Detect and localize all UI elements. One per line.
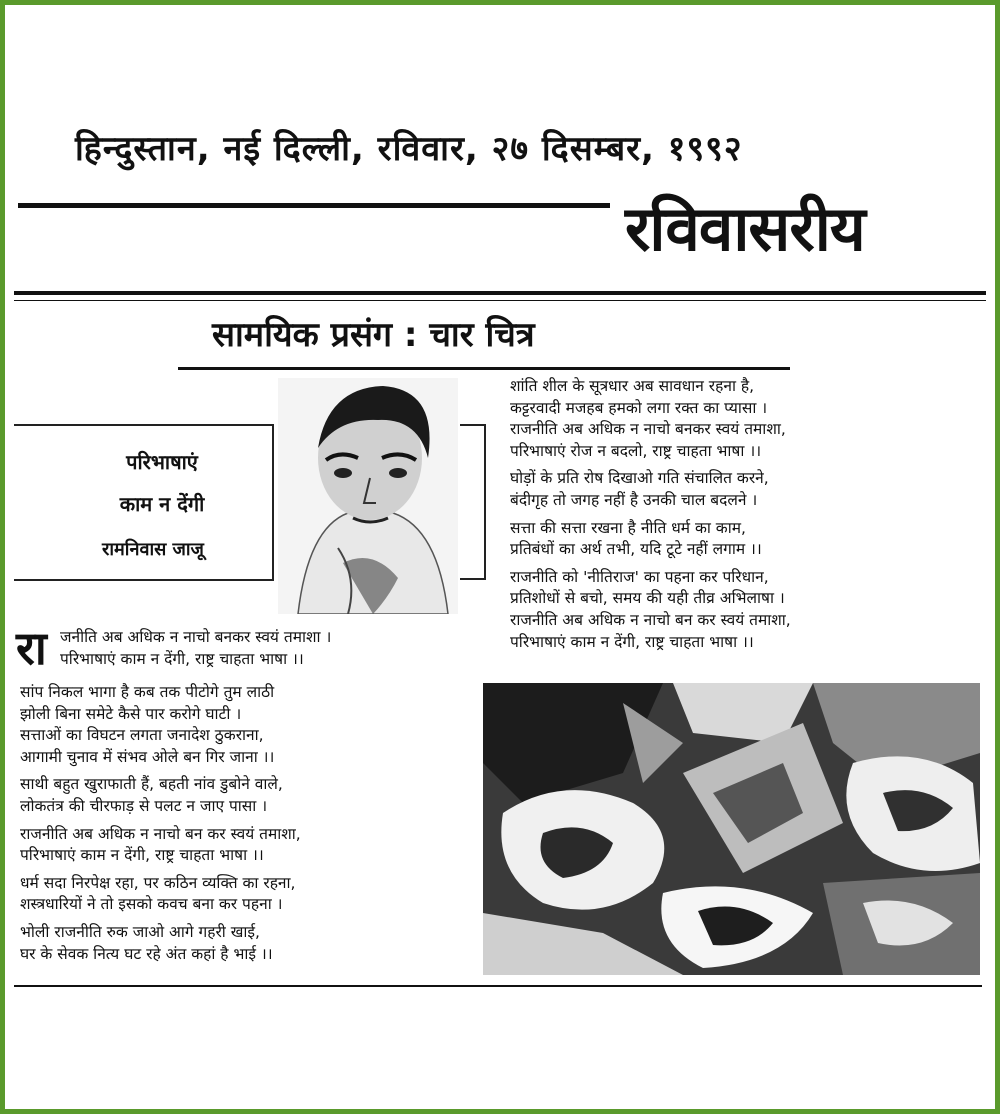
stanza — [510, 376, 791, 462]
headline-underline — [178, 367, 790, 370]
rule-upper — [18, 203, 610, 208]
stanza — [20, 774, 301, 817]
verse-line: राजनीति अब अधिक न नाचो बन कर स्वयं तमाशा, — [20, 824, 301, 843]
verse-line: राजनीति अब अधिक न नाचो बनकर स्वयं तमाशा, — [510, 420, 786, 439]
verse-line: सांप निकल भागा है कब तक पीटोगे तुम लाठी — [20, 683, 275, 701]
verse-line: शस्त्रधारियों ने तो इसको कवच बना कर पहना । — [20, 895, 283, 914]
stanza — [20, 922, 301, 965]
verse-line: साथी बहुत खुराफाती हैं, बहती नांव डुबोने वाले, — [20, 775, 283, 794]
verse-line: प्रतिबंधों का अर्थ तभी, यदि टूटे नहीं लगाम ।। — [510, 540, 762, 559]
verse-line: भोली राजनीति रुक जाओ आगे गहरी खाई, — [20, 922, 260, 941]
poem-title-line: परिभाषाएं — [126, 450, 198, 474]
author-portrait — [278, 378, 458, 614]
poem-left-column-lower — [20, 682, 301, 971]
verse-line: प्रतिशोधों से बचो, समय की यही तीव्र अभिलाषा । — [510, 589, 785, 608]
rule-mid-thin — [14, 300, 986, 301]
verse-line: जनीति अब अधिक न नाचो बनकर स्वयं तमाशा । — [60, 628, 332, 646]
stanza — [20, 824, 301, 867]
headline: सामयिक प्रसंग : चार चित्र — [212, 315, 535, 355]
poem-author: रामनिवास जाजू — [102, 539, 204, 560]
verse-line: लोकतंत्र की चीरफाड़ से पलट न जाए पासा । — [20, 796, 268, 815]
verse-line: घोड़ों के प्रति रोष दिखाओ गति संचालित करने, — [510, 469, 769, 488]
poem-title-line: काम न देंगी — [119, 492, 205, 516]
verse-line: राजनीति अब अधिक न नाचो बन कर स्वयं तमाशा, — [510, 610, 791, 629]
abstract-artwork — [483, 683, 980, 975]
rule-mid-top — [14, 291, 986, 295]
stanza — [20, 873, 301, 916]
rule-bottom — [14, 985, 982, 987]
portrait-bracket — [460, 424, 486, 580]
verse-line: घर के सेवक नित्य घट रहे अंत कहां है भाई ।। — [20, 944, 273, 963]
stanza — [510, 468, 791, 511]
verse-line: परिभाषाएं रोज न बदलो, राष्ट्र चाहता भाषा ।। — [510, 441, 762, 460]
drop-cap: रा — [16, 621, 47, 675]
masthead: हिन्दुस्तान, नई दिल्ली, रविवार, २७ दिसम्बर, १९९२ — [75, 129, 743, 169]
verse-line: आगामी चुनाव में संभव ओले बन गिर जाना ।। — [20, 747, 275, 766]
verse-line: परिभाषाएं काम न देंगी, राष्ट्र चाहता भाषा ।। — [60, 649, 304, 668]
stanza — [510, 567, 791, 653]
verse-line: राजनीति को 'नीतिराज' का पहना कर परिधान, — [510, 567, 769, 586]
verse-line: परिभाषाएं काम न देंगी, राष्ट्र चाहता भाषा ।। — [510, 632, 754, 651]
section-title: रविवासरीय — [625, 192, 865, 265]
verse-line: परिभाषाएं काम न देंगी, राष्ट्र चाहता भाषा ।। — [20, 846, 264, 865]
poem-left-column — [60, 627, 331, 676]
poem-right-column — [510, 376, 791, 659]
verse-line: शांति शील के सूत्रधार अब सावधान रहना है, — [510, 377, 755, 395]
verse-line: कट्टरवादी मजहब हमको लगा रक्त का प्यासा । — [510, 398, 768, 417]
poem-title — [82, 441, 242, 525]
stanza — [60, 627, 331, 670]
verse-line: धर्म सदा निरपेक्ष रहा, पर कठिन व्यक्ति का रहना, — [20, 873, 296, 892]
verse-line: सत्ताओं का विघटन लगता जनादेश ठुकराना, — [20, 726, 264, 745]
verse-line: बंदीगृह तो जगह नहीं है उनकी चाल बदलने । — [510, 490, 758, 509]
verse-line: सत्ता की सत्ता रखना है नीति धर्म का काम, — [510, 518, 746, 537]
verse-line: झोली बिना समेटे कैसे पार करोगे घाटी । — [20, 704, 242, 723]
stanza — [20, 682, 301, 768]
stanza — [510, 518, 791, 561]
